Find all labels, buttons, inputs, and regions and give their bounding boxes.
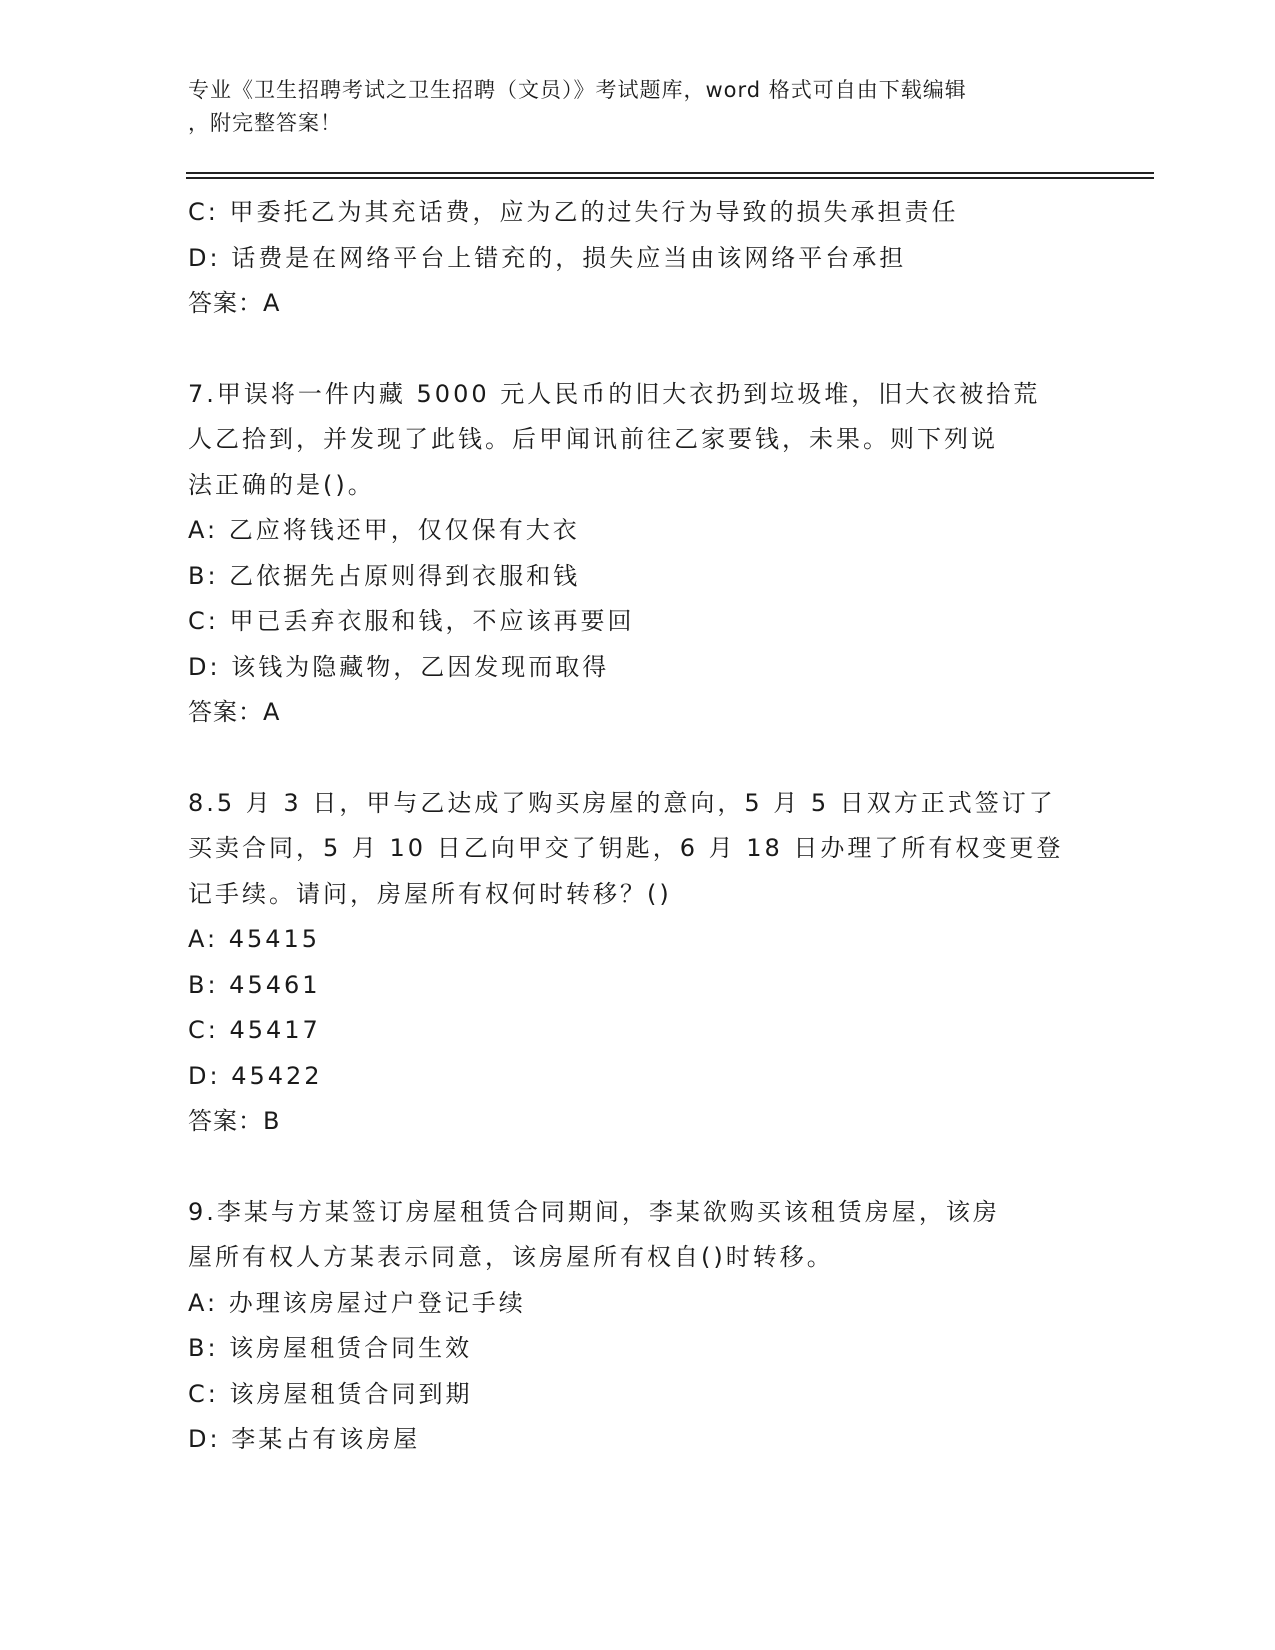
question-9 <box>188 1190 1088 1463</box>
option-c: C: 该房屋租赁合同到期 <box>188 1379 473 1408</box>
header-line-2: ，附完整答案！ <box>188 111 342 135</box>
answer: 答案：B <box>188 1107 281 1135</box>
question-text: 法正确的是()。 <box>188 470 375 499</box>
question-text: 屋所有权人方某表示同意，该房屋所有权自()时转移。 <box>188 1243 834 1271</box>
option-d: D: 该钱为隐藏物，乙因发现而取得 <box>188 652 610 681</box>
question-7 <box>188 372 1088 736</box>
question-8 <box>188 781 1088 1145</box>
option-d: D: 45422 <box>188 1061 323 1090</box>
question-text: 记手续。请问，房屋所有权何时转移？() <box>188 879 672 908</box>
document-header <box>188 74 1068 140</box>
header-line-1: 专业《卫生招聘考试之卫生招聘（文员）》考试题库，word 格式可自由下载编辑 <box>188 78 967 102</box>
option-d: D: 话费是在网络平台上错充的，损失应当由该网络平台承担 <box>188 243 907 272</box>
answer: 答案：A <box>188 289 281 317</box>
question-text: 7.甲误将一件内藏 5000 元人民币的旧大衣扔到垃圾堆，旧大衣被拾荒 <box>188 379 1041 408</box>
option-b: B: 45461 <box>188 970 321 999</box>
header-rule-bottom <box>186 177 1154 179</box>
option-d: D: 李某占有该房屋 <box>188 1425 421 1453</box>
option-a: A: 乙应将钱还甲，仅仅保有大衣 <box>188 516 580 544</box>
option-c: C: 甲已丢弃衣服和钱，不应该再要回 <box>188 607 635 635</box>
option-a: A: 45415 <box>188 925 321 953</box>
option-c: C: 45417 <box>188 1016 321 1044</box>
option-b: B: 乙依据先占原则得到衣服和钱 <box>188 561 581 590</box>
question-list <box>188 190 1088 1463</box>
option-c: C: 甲委托乙为其充话费，应为乙的过失行为导致的损失承担责任 <box>188 198 959 226</box>
question-text: 买卖合同，5 月 10 日乙向甲交了钥匙，6 月 18 日办理了所有权变更登 <box>188 834 1064 862</box>
option-a: A: 办理该房屋过户登记手续 <box>188 1288 526 1317</box>
question-text: 人乙拾到，并发现了此钱。后甲闻讯前往乙家要钱，未果。则下列说 <box>188 425 998 453</box>
question-text: 9.李某与方某签订房屋租赁合同期间，李某欲购买该租赁房屋，该房 <box>188 1197 1000 1226</box>
question-text: 8.5 月 3 日，甲与乙达成了购买房屋的意向，5 月 5 日双方正式签订了 <box>188 788 1056 817</box>
answer: 答案：A <box>188 698 281 726</box>
question-6-tail <box>188 190 1088 327</box>
option-b: B: 该房屋租赁合同生效 <box>188 1334 473 1362</box>
header-rule-top <box>186 172 1154 174</box>
